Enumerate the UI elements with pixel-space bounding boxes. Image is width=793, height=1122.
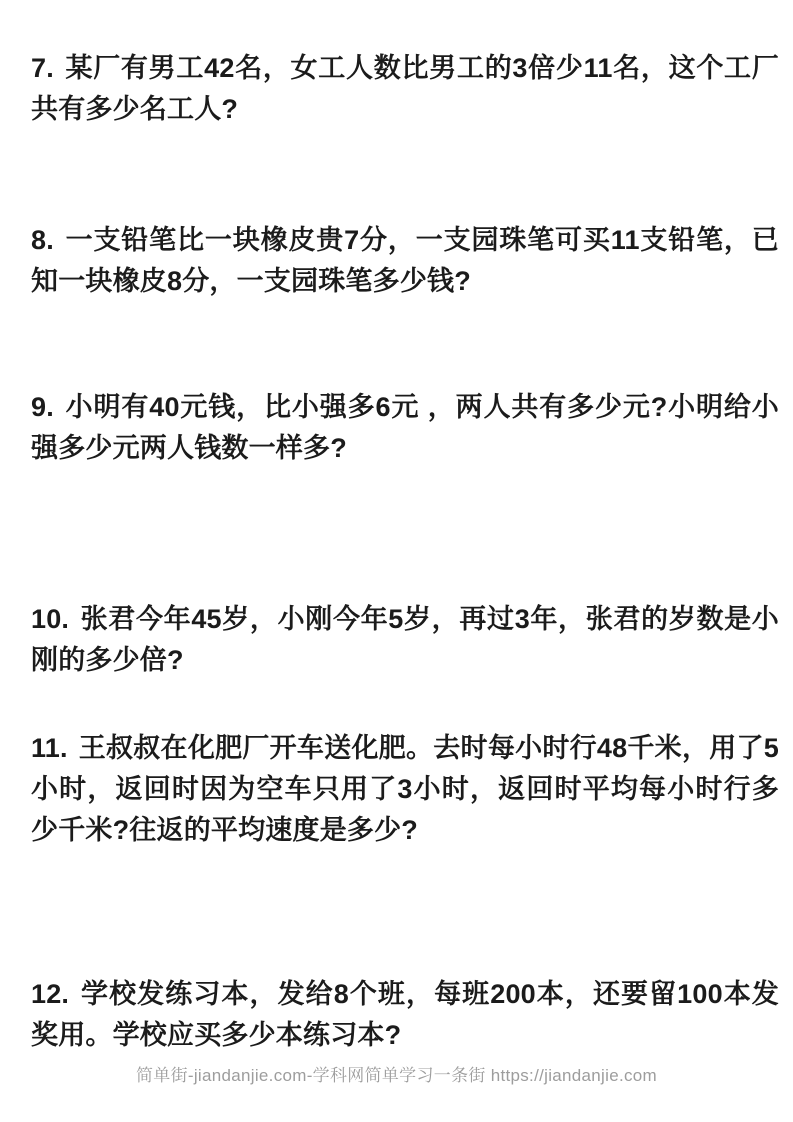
problem-text: 一支铅笔比一块橡皮贵7分，一支园珠笔可买11支铅笔，已知一块橡皮8分，一支园珠笔多少钱? (31, 225, 779, 296)
problem-number: 11. (31, 733, 68, 763)
problem-number: 12. (31, 979, 70, 1009)
problem-8 (31, 220, 779, 302)
problem-text: 张君今年45岁，小刚今年5岁，再过3年，张君的岁数是小刚的多少倍? (31, 604, 779, 675)
problem-text: 小明有40元钱，比小强多6元 ，两人共有多少元?小明给小强多少元两人钱数一样多? (31, 392, 779, 463)
problem-7 (31, 48, 779, 130)
problem-number: 10. (31, 604, 70, 634)
problem-number: 7. (31, 53, 54, 83)
problem-10 (31, 599, 779, 681)
problem-9 (31, 387, 779, 469)
footer-watermark: 简单街-jiandanjie.com-学科网简单学习一条街 https://jiandanjie.com (135, 1066, 658, 1085)
problem-12 (31, 974, 779, 1056)
problem-text: 王叔叔在化肥厂开车送化肥。去时每小时行48千米，用了5小时，返回时因为空车只用了3小时，返回时平均每小时行多少千米?往返的平均速度是多少? (31, 733, 779, 845)
problem-number: 9. (31, 392, 54, 422)
problem-number: 8. (31, 225, 54, 255)
problem-text: 某厂有男工42名，女工人数比男工的3倍少11名，这个工厂共有多少名工人? (31, 53, 779, 124)
problem-text: 学校发练习本，发给8个班，每班200本，还要留100本发奖用。学校应买多少本练习本? (31, 979, 779, 1050)
problem-11 (31, 728, 779, 851)
